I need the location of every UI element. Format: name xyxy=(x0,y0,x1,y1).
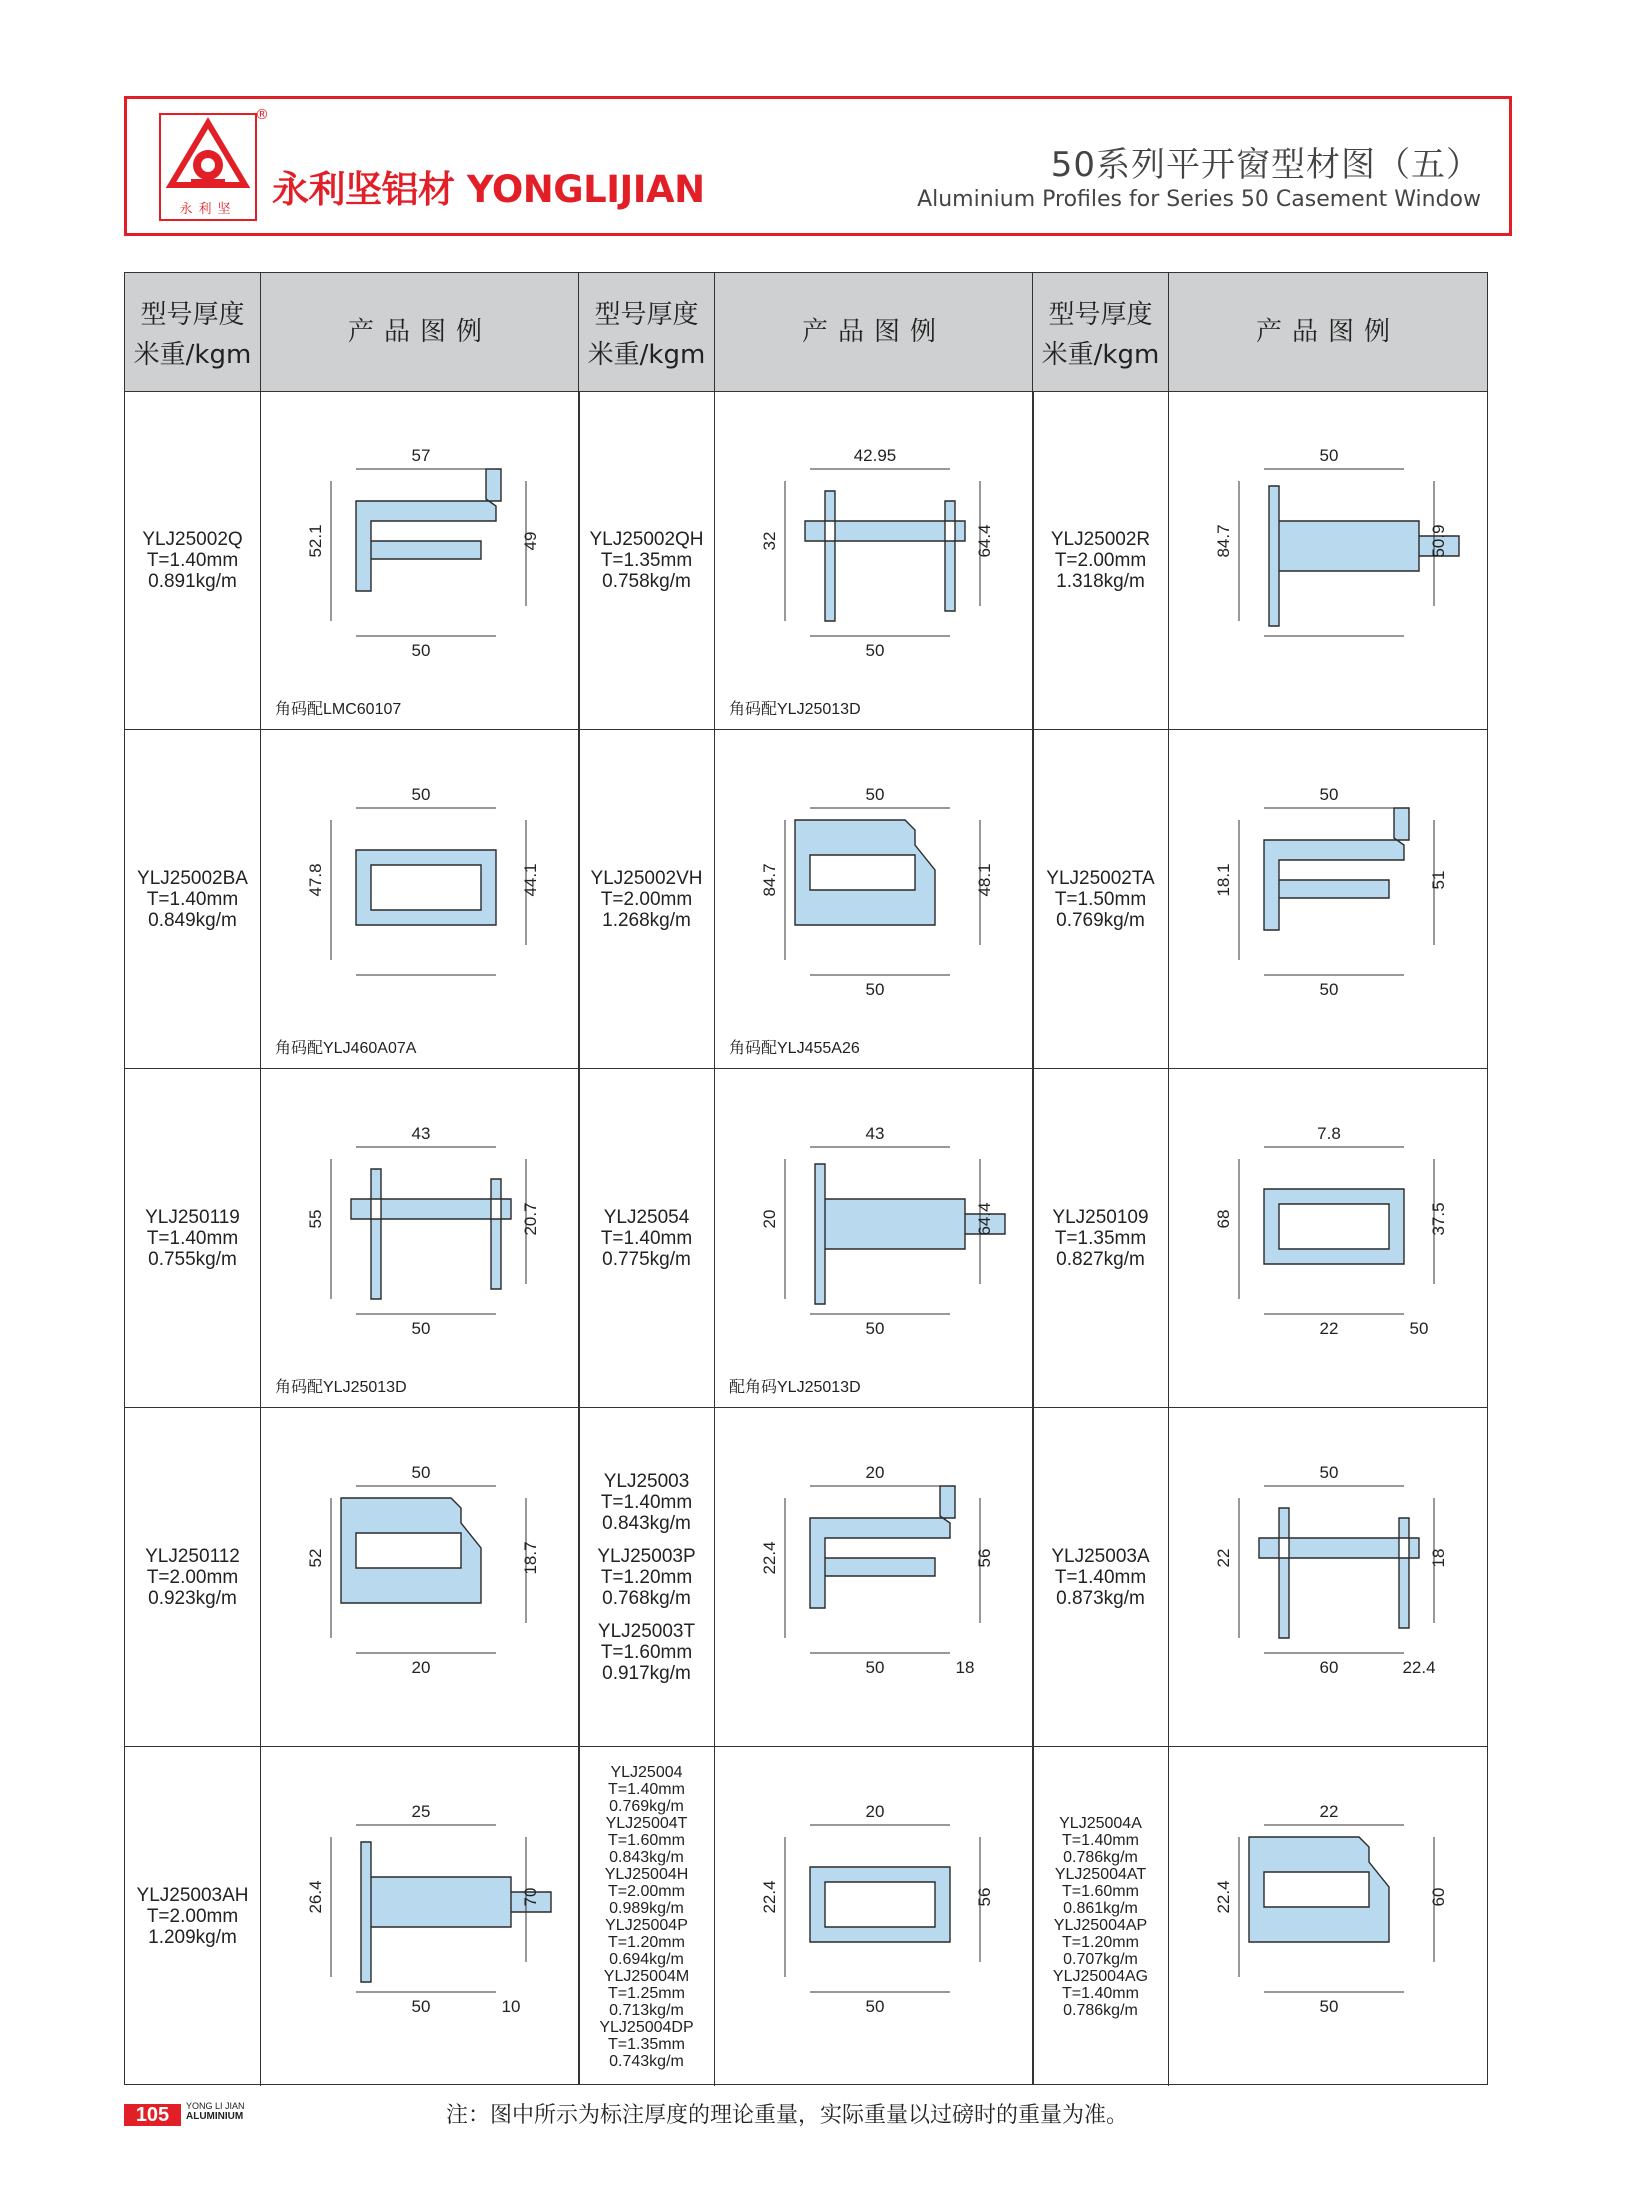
logo-mark-icon xyxy=(161,115,255,195)
spec-line: YLJ25054 xyxy=(603,1206,690,1228)
spec-header-line2: 米重/kgm xyxy=(133,340,252,370)
profile-row xyxy=(125,1069,579,1408)
spec-block xyxy=(137,1885,249,1948)
spec-block xyxy=(599,2019,693,2070)
profile-drawing xyxy=(261,1408,579,1746)
dimension-label: 50 xyxy=(865,785,885,804)
spec-cell xyxy=(1033,1408,1169,1746)
spec-line: 0.843kg/m xyxy=(609,1848,684,1866)
spec-block xyxy=(145,1207,240,1270)
spec-line: T=2.00mm xyxy=(146,1566,239,1588)
spec-line: YLJ25004DP xyxy=(599,2018,694,2036)
profile-diagram xyxy=(1169,730,1487,1030)
spec-line: YLJ25003T xyxy=(597,1620,696,1642)
profile-diagram xyxy=(261,1069,579,1369)
spec-line: YLJ25003AH xyxy=(136,1885,249,1906)
spec-block xyxy=(1046,868,1154,931)
dimension-label: 57 xyxy=(411,446,431,465)
spec-line: T=1.50mm xyxy=(1054,888,1147,910)
spec-block xyxy=(591,868,703,931)
spec-line: 0.786kg/m xyxy=(1063,2001,1138,2019)
dimension-label: 20 xyxy=(865,1463,885,1482)
page-header xyxy=(124,96,1512,236)
spec-cell xyxy=(579,1069,715,1407)
image-header: 产品图例 xyxy=(1255,317,1400,347)
spec-cell xyxy=(1033,730,1169,1068)
spec-cell xyxy=(579,391,715,729)
profile-section xyxy=(356,850,496,925)
dimension-label: 60 xyxy=(1319,1658,1339,1677)
dimension-label: 51 xyxy=(1429,870,1448,890)
spec-line: T=1.60mm xyxy=(1062,1882,1139,1900)
spec-line: YLJ25002TA xyxy=(1046,867,1155,889)
spec-cell xyxy=(579,1408,715,1746)
profile-drawing xyxy=(1169,1747,1487,2086)
spec-line: T=1.40mm xyxy=(146,1227,239,1249)
spec-line: 0.917kg/m xyxy=(602,1662,691,1684)
profile-row xyxy=(1033,1069,1487,1408)
dimension-label: 50 xyxy=(411,1319,431,1338)
spec-line: 0.775kg/m xyxy=(602,1248,691,1270)
spec-block xyxy=(1051,529,1150,592)
spec-line: YLJ25002QH xyxy=(589,528,704,550)
spec-block xyxy=(601,1207,692,1270)
spec-block xyxy=(1052,1207,1148,1270)
profile-diagram xyxy=(261,1747,579,2047)
dimension-label: 50 xyxy=(865,1997,885,2016)
dimension-label: 64.4 xyxy=(975,524,994,558)
spec-line: 0.873kg/m xyxy=(1056,1587,1145,1609)
spec-line: YLJ25004P xyxy=(605,1916,688,1934)
profile-drawing xyxy=(1169,730,1487,1068)
spec-header-line2: 米重/kgm xyxy=(587,340,706,370)
profile-diagram xyxy=(715,1408,1033,1708)
dimension-label: 25 xyxy=(411,1802,431,1821)
spec-block xyxy=(145,1546,240,1609)
profile-drawing xyxy=(1169,1069,1487,1407)
spec-line: 0.989kg/m xyxy=(609,1899,684,1917)
spec-line: YLJ250109 xyxy=(1052,1206,1149,1228)
dimension-label: 49 xyxy=(521,531,540,551)
dimension-label: 50 xyxy=(1319,1997,1339,2016)
spec-header xyxy=(579,273,715,391)
spec-line: T=1.40mm xyxy=(1062,1984,1139,2002)
dimension-label: 20 xyxy=(411,1658,431,1677)
profile-section xyxy=(351,1169,511,1299)
spec-line: 0.769kg/m xyxy=(1056,909,1145,931)
spec-block xyxy=(598,1621,695,1684)
panel-header xyxy=(1033,273,1487,392)
profile-drawing xyxy=(1169,391,1487,729)
spec-line: 0.694kg/m xyxy=(609,1950,684,1968)
profile-diagram xyxy=(261,391,579,691)
dimension-label: 50 xyxy=(411,1997,431,2016)
dimension-label: 20.7 xyxy=(521,1202,540,1236)
spec-line: YLJ25002Q xyxy=(142,528,243,550)
spec-line: 0.891kg/m xyxy=(148,570,237,592)
dimension-label: 18.1 xyxy=(1214,863,1233,897)
profile-diagram xyxy=(715,391,1033,691)
spec-line: YLJ250119 xyxy=(145,1206,240,1228)
dimension-label: 56 xyxy=(975,1548,994,1568)
profile-section xyxy=(1264,808,1409,930)
spec-line: YLJ25004AG xyxy=(1052,1967,1149,1985)
corner-key-note: 配角码YLJ25013D xyxy=(729,1379,861,1396)
profile-drawing xyxy=(715,391,1033,729)
profile-drawing xyxy=(261,1069,579,1407)
brand-name: 永利坚铝材 YONGLIJIAN xyxy=(272,168,705,211)
dimension-label: 22.4 xyxy=(1402,1658,1436,1677)
profile-drawing xyxy=(715,730,1033,1068)
spec-line: T=2.00mm xyxy=(146,1906,239,1927)
dimension-label: 50 xyxy=(865,641,885,660)
spec-block xyxy=(1054,1917,1147,1968)
dimension-label: 52.1 xyxy=(306,524,325,558)
footer-brand xyxy=(186,2101,245,2122)
spec-line: 0.707kg/m xyxy=(1063,1950,1138,1968)
spec-line: 1.268kg/m xyxy=(602,909,691,931)
profile-section xyxy=(805,491,965,621)
profile-panel xyxy=(124,272,580,2085)
profile-row xyxy=(1033,1408,1487,1747)
profile-row xyxy=(125,730,579,1069)
profile-diagram xyxy=(1169,1747,1487,2047)
logo-caption: 永利坚 xyxy=(179,202,237,217)
spec-line: T=2.00mm xyxy=(1054,549,1147,571)
page-title: 50系列平开窗型材图（五） xyxy=(1050,145,1481,185)
spec-line: T=2.00mm xyxy=(608,1882,685,1900)
spec-line: T=1.20mm xyxy=(600,1566,693,1588)
spec-block xyxy=(597,1546,695,1609)
page-subtitle: Aluminium Profiles for Series 50 Casement Window xyxy=(917,187,1481,212)
profile-diagram xyxy=(715,730,1033,1030)
spec-line: YLJ25003P xyxy=(597,1545,696,1567)
spec-block xyxy=(589,529,703,592)
spec-line: T=1.60mm xyxy=(608,1831,685,1849)
dimension-label: 22.4 xyxy=(760,1541,779,1575)
spec-line: YLJ25002R xyxy=(1050,528,1151,550)
spec-cell xyxy=(125,1069,261,1407)
dimension-label: 18 xyxy=(955,1658,975,1677)
profile-row xyxy=(125,1747,579,2086)
dimension-label: 18 xyxy=(1429,1548,1448,1568)
spec-line: T=1.40mm xyxy=(600,1491,693,1513)
dimension-label: 50 xyxy=(1319,446,1339,465)
profile-section xyxy=(1259,1508,1419,1638)
profile-drawing xyxy=(715,1747,1033,2086)
brand-logo xyxy=(159,113,257,221)
spec-line: 0.713kg/m xyxy=(609,2001,684,2019)
spec-line: T=2.00mm xyxy=(600,888,693,910)
profile-row xyxy=(1033,730,1487,1069)
spec-line: T=1.40mm xyxy=(146,549,239,571)
spec-line: YLJ25003A xyxy=(1051,1545,1150,1567)
profile-drawing xyxy=(261,391,579,729)
dimension-label: 37.5 xyxy=(1429,1202,1448,1236)
dimension-label: 50 xyxy=(865,1319,885,1338)
spec-line: T=1.40mm xyxy=(600,1227,693,1249)
profile-diagram xyxy=(261,730,579,1030)
spec-line: 1.318kg/m xyxy=(1056,570,1145,592)
spec-cell xyxy=(125,1408,261,1746)
dimension-label: 56 xyxy=(975,1887,994,1907)
spec-line: 0.786kg/m xyxy=(1063,1848,1138,1866)
dimension-label: 64.4 xyxy=(975,1202,994,1236)
dimension-label: 50 xyxy=(411,641,431,660)
spec-block xyxy=(601,1471,692,1534)
spec-line: YLJ25004T xyxy=(605,1814,688,1832)
spec-block xyxy=(1053,1968,1148,2019)
spec-line: YLJ25002BA xyxy=(137,867,248,889)
spec-header xyxy=(1033,273,1169,391)
spec-line: YLJ25004AP xyxy=(1053,1916,1148,1934)
profile-diagram xyxy=(1169,391,1487,691)
profile-row xyxy=(125,391,579,730)
spec-line: YLJ25004AT xyxy=(1054,1865,1147,1883)
spec-block xyxy=(604,1968,689,2019)
dimension-label: 48.1 xyxy=(975,863,994,897)
spec-block xyxy=(605,1866,689,1917)
dimension-label: 50 xyxy=(1319,785,1339,804)
profile-drawing xyxy=(715,1408,1033,1746)
profile-panel xyxy=(1032,272,1488,2085)
dimension-label: 84.7 xyxy=(760,863,779,897)
profile-drawing xyxy=(261,1747,579,2086)
profile-diagram xyxy=(1169,1069,1487,1369)
profile-row xyxy=(125,1408,579,1747)
dimension-label: 18.7 xyxy=(521,1541,540,1575)
spec-cell xyxy=(125,730,261,1068)
dimension-label: 50 xyxy=(1319,980,1339,999)
dimension-label: 50 xyxy=(865,1658,885,1677)
spec-line: 0.758kg/m xyxy=(602,570,691,592)
dimension-label: 20 xyxy=(760,1209,779,1229)
dimension-label: 32 xyxy=(760,531,779,551)
dimension-label: 55 xyxy=(306,1209,325,1229)
spec-header-line1: 型号厚度 xyxy=(140,300,245,330)
dimension-label: 84.7 xyxy=(1214,524,1233,558)
spec-cell xyxy=(579,1747,715,2086)
spec-line: T=1.40mm xyxy=(1054,1566,1147,1588)
spec-line: YLJ25002VH xyxy=(590,867,703,889)
footer-brand-line2: ALUMINIUM xyxy=(186,2111,244,2122)
panel-header xyxy=(579,273,1033,392)
image-header: 产品图例 xyxy=(347,317,492,347)
spec-line: YLJ25004M xyxy=(603,1967,690,1985)
spec-line: T=1.35mm xyxy=(1054,1227,1147,1249)
dimension-label: 47.8 xyxy=(306,863,325,897)
panel-header xyxy=(125,273,579,392)
spec-line: YLJ250112 xyxy=(145,1545,240,1567)
page-number: 105 xyxy=(124,2104,181,2126)
spec-cell xyxy=(579,730,715,1068)
dimension-label: 60 xyxy=(1429,1887,1448,1907)
spec-header-line2: 米重/kgm xyxy=(1041,340,1160,370)
spec-block xyxy=(605,1917,688,1968)
spec-line: 0.849kg/m xyxy=(148,909,237,931)
spec-line: T=1.40mm xyxy=(1062,1831,1139,1849)
weight-note: 注：图中所示为标注厚度的理论重量，实际重量以过磅时的重量为准。 xyxy=(446,2103,1129,2128)
spec-line: T=1.40mm xyxy=(146,888,239,910)
spec-block xyxy=(1059,1815,1142,1866)
dimension-label: 68 xyxy=(1214,1209,1233,1229)
spec-line: T=1.35mm xyxy=(608,2035,685,2053)
spec-line: T=1.35mm xyxy=(600,549,693,571)
corner-key-note: 角码配YLJ25013D xyxy=(729,701,861,718)
profile-drawing xyxy=(261,730,579,1068)
profile-diagram xyxy=(715,1069,1033,1369)
profile-section xyxy=(361,1842,551,1982)
dimension-label: 52 xyxy=(306,1548,325,1568)
spec-line: T=1.60mm xyxy=(600,1641,693,1663)
profile-row xyxy=(579,1069,1033,1408)
profile-diagram xyxy=(261,1408,579,1708)
dimension-label: 10 xyxy=(501,1997,521,2016)
spec-header xyxy=(125,273,261,391)
dimension-label: 44.1 xyxy=(521,863,540,897)
profile-diagram xyxy=(715,1747,1033,2047)
profile-section xyxy=(810,1486,955,1608)
spec-line: 0.769kg/m xyxy=(609,1797,684,1815)
spec-header-line1: 型号厚度 xyxy=(1048,300,1153,330)
dimension-label: 43 xyxy=(411,1124,431,1143)
spec-line: 0.843kg/m xyxy=(602,1512,691,1534)
profile-row xyxy=(1033,391,1487,730)
profile-panel xyxy=(578,272,1034,2085)
spec-block xyxy=(606,1815,688,1866)
dimension-label: 50 xyxy=(411,1463,431,1482)
spec-line: T=1.40mm xyxy=(608,1780,685,1798)
profile-row xyxy=(579,1747,1033,2086)
profile-section xyxy=(795,820,935,925)
corner-key-note: 角码配YLJ460A07A xyxy=(275,1040,417,1057)
footer-brand-line1: YONG LI JIAN xyxy=(186,2101,245,2111)
profile-row xyxy=(579,730,1033,1069)
profile-row xyxy=(579,1408,1033,1747)
profile-drawing xyxy=(1169,1408,1487,1746)
spec-block xyxy=(608,1764,685,1815)
spec-cell xyxy=(1033,1747,1169,2086)
spec-line: 0.923kg/m xyxy=(148,1587,237,1609)
spec-block xyxy=(1055,1866,1146,1917)
dimension-label: 7.8 xyxy=(1317,1124,1341,1143)
profile-drawing xyxy=(715,1069,1033,1407)
profile-section xyxy=(810,1867,950,1942)
profile-row xyxy=(1033,1747,1487,2086)
dimension-label: 22.4 xyxy=(760,1880,779,1914)
spec-line: YLJ25003 xyxy=(603,1470,690,1492)
profile-section xyxy=(1264,1189,1404,1264)
spec-line: 0.743kg/m xyxy=(609,2052,684,2070)
dimension-label: 22 xyxy=(1319,1802,1339,1821)
spec-block xyxy=(137,868,248,931)
corner-key-note: 角码配YLJ25013D xyxy=(275,1379,407,1396)
profile-section xyxy=(356,469,501,591)
spec-cell xyxy=(1033,1069,1169,1407)
dimension-label: 42.95 xyxy=(853,446,897,465)
dimension-label: 26.4 xyxy=(306,1880,325,1914)
dimension-label: 50 xyxy=(411,785,431,804)
spec-block xyxy=(142,529,242,592)
corner-key-note: 角码配YLJ455A26 xyxy=(729,1040,860,1057)
spec-line: 1.209kg/m xyxy=(148,1927,237,1948)
profile-diagram xyxy=(1169,1408,1487,1708)
dimension-label: 20 xyxy=(865,1802,885,1821)
spec-line: YLJ25004 xyxy=(610,1763,683,1781)
spec-cell xyxy=(125,391,261,729)
dimension-label: 50.9 xyxy=(1429,524,1448,558)
spec-line: 0.861kg/m xyxy=(1063,1899,1138,1917)
spec-line: 0.755kg/m xyxy=(148,1248,237,1270)
dimension-label: 70 xyxy=(521,1887,540,1907)
dimension-label: 22.4 xyxy=(1214,1880,1233,1914)
corner-key-note: 角码配LMC60107 xyxy=(275,701,402,718)
image-header: 产品图例 xyxy=(801,317,946,347)
spec-line: T=1.25mm xyxy=(608,1984,685,2002)
dimension-label: 50 xyxy=(1409,1319,1429,1338)
dimension-label: 22 xyxy=(1319,1319,1339,1338)
spec-line: YLJ25004H xyxy=(604,1865,689,1883)
spec-block xyxy=(1051,1546,1149,1609)
dimension-label: 50 xyxy=(865,980,885,999)
dimension-label: 43 xyxy=(865,1124,885,1143)
profile-section xyxy=(1249,1837,1389,1942)
dimension-label: 22 xyxy=(1214,1548,1233,1568)
spec-line: 0.827kg/m xyxy=(1056,1248,1145,1270)
dimension-label: 50 xyxy=(1319,1463,1339,1482)
spec-line: 0.768kg/m xyxy=(602,1587,691,1609)
spec-line: YLJ25004A xyxy=(1059,1814,1142,1832)
spec-cell xyxy=(1033,391,1169,729)
spec-line: T=1.20mm xyxy=(1062,1933,1139,1951)
spec-header-line1: 型号厚度 xyxy=(594,300,699,330)
spec-cell xyxy=(125,1747,261,2086)
profile-section xyxy=(341,1498,481,1603)
profile-row xyxy=(579,391,1033,730)
spec-line: T=1.20mm xyxy=(608,1933,685,1951)
registered-mark: ® xyxy=(255,107,269,123)
